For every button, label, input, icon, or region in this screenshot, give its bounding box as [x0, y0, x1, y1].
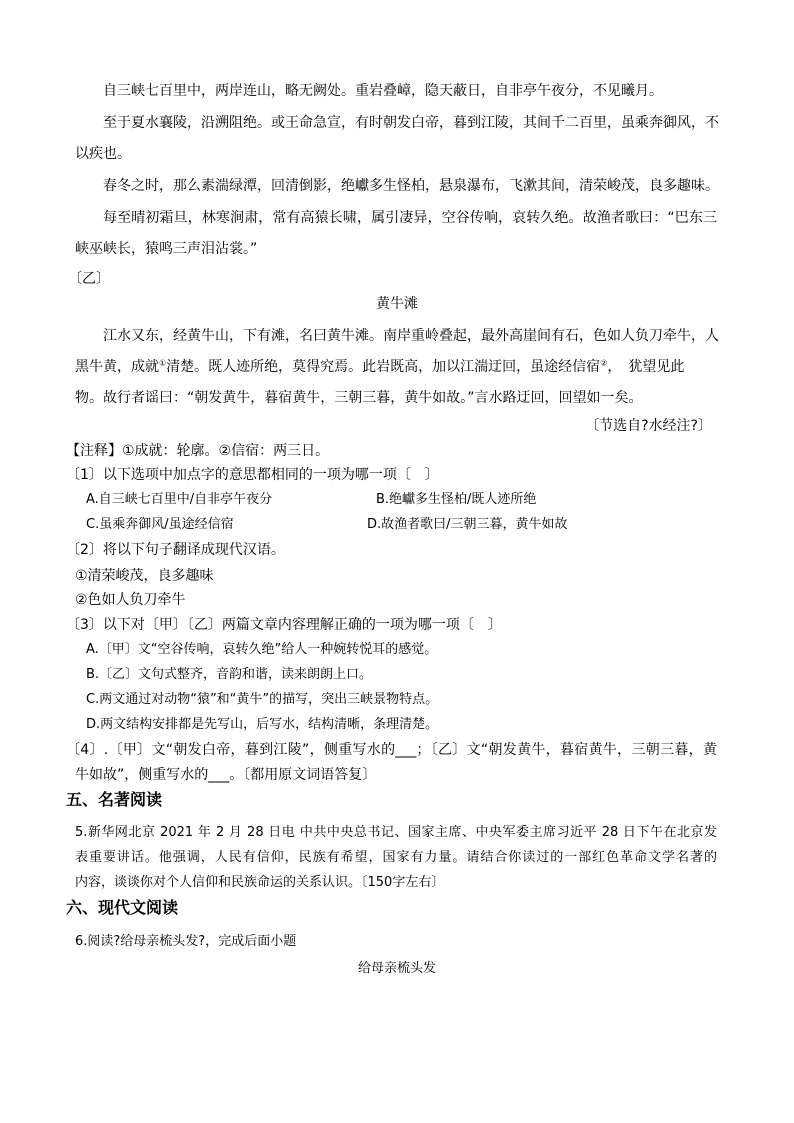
note-1-marker: ①: [159, 358, 167, 368]
question-1-option-a: A.自三峡七百里中/自非亭午夜分: [86, 492, 273, 507]
question-2: 〔2〕将以下句子翻译成现代汉语。: [66, 542, 285, 558]
yi-line-2-part-b: 清楚。既人迹所绝，莫得究焉。此岩既高，加以江湍迂回，虽途经信宿: [166, 359, 601, 375]
section-6-title: 给母亲梳头发: [357, 961, 436, 976]
yi-source: 〔节选自?水经注?〕: [585, 418, 712, 434]
jia-paragraph-4-line-1: 每至晴初霜旦，林寒涧肃，常有高猿长啸，属引凄异，空谷传响，哀转久绝。故渔者歌曰：“巴东三: [103, 210, 717, 226]
section-5-line-2: 表重要讲话。他强调，人民有信仰，民族有希望，国家有力量。请结合你读过的一部红色革命文学名著的: [75, 850, 717, 865]
question-2-item-1: ①清荣峻茂，良多趣味: [75, 568, 214, 584]
jia-paragraph-2-line-1: 至于夏水襄陵，沿溯阻绝。或王命急宣，有时朝发白帝，暮到江陵，其间千二百里，虽乘奔御风，不: [103, 115, 719, 131]
section-6-intro: 6.阅读?给母亲梳头发?，完成后面小题: [75, 934, 297, 949]
yi-line-3: 物。故行者谣曰：“朝发黄牛，暮宿黄牛，三朝三暮，黄牛如故。”言水路迂回，回望如一矣。: [75, 390, 643, 406]
question-3-option-b: B.〔乙〕文句式整齐，音韵和谐，读来朗朗上口。: [86, 667, 373, 682]
yi-line-2: [75, 357, 684, 377]
question-3: 〔3〕以下对〔甲〕〔乙〕两篇文章内容理解正确的一项为哪一项〔 〕: [66, 617, 502, 633]
jia-paragraph-2-line-2: 以疾也。: [75, 146, 131, 162]
jia-paragraph-3: 春冬之时，那么素湍绿潭，回清倒影，绝巘多生怪柏，悬泉瀑布，飞漱其间，清荣峻茂，良多趣味。: [103, 178, 719, 194]
question-4-line-1: 〔4〕.〔甲〕文“朝发白帝，暮到江陵”，侧重写水的___；〔乙〕文“朝发黄牛，暮宿黄牛，三朝三暮，黄: [66, 742, 717, 758]
section-5-line-1: 5.新华网北京 2021 年 2 月 28 日电 中共中央总书记、国家主席、中央军委主席习近平 28 日下午在北京发: [75, 825, 717, 840]
question-3-option-a: A.〔甲〕文“空谷传响，哀转久绝”给人一种婉转悦耳的感觉。: [86, 642, 438, 657]
annotation-notes: 【注释】①成就：轮廓。②信宿：两三日。: [66, 443, 330, 459]
yi-line-1: 江水又东，经黄牛山，下有滩，名曰黄牛滩。南岸重岭叠起，最外高崖间有石，色如人负刀牵牛，人: [103, 328, 719, 344]
section-5-line-3: 内容，谈谈你对个人信仰和民族命运的关系认识。〔150字左右〕: [75, 875, 445, 890]
question-1-option-d: D.故渔者歌曰/三朝三暮，黄牛如故: [367, 517, 568, 532]
section-6-heading: 六、现代文阅读: [66, 898, 179, 917]
question-4-line-2: 牛如故”，侧重写水的___。〔都用原文词语答复〕: [75, 767, 377, 783]
section-5-heading: 五、名著阅读: [66, 790, 163, 809]
yi-title: 黄牛滩: [376, 296, 418, 312]
jia-paragraph-4-line-2: 峡巫峡长，猿鸣三声泪沾裳。”: [75, 241, 258, 257]
question-2-item-2: ②色如人负刀牵牛: [75, 592, 186, 608]
question-3-option-d: D.两文结构安排都是先写山，后写水，结构清晰，条理清楚。: [86, 717, 439, 732]
question-1-option-c: C.虽乘奔御风/虽途经信宿: [86, 517, 234, 532]
yi-line-2-part-c: ， 犹望见此: [607, 359, 685, 375]
question-3-option-c: C.两文通过对动物“猿”和“黄牛”的描写，突出三峡景物特点。: [86, 692, 439, 707]
yi-line-2-part-a: 黑牛黄，成就: [75, 359, 159, 375]
question-1: 〔1〕以下选项中加点字的意思都相同的一项为哪一项〔 〕: [66, 467, 439, 483]
yi-label: 〔乙〕: [68, 271, 110, 287]
note-2-marker: ②: [600, 358, 608, 368]
question-1-option-b: B.绝巘多生怪柏/既人迹所绝: [376, 492, 537, 507]
jia-paragraph-1: 自三峡七百里中，两岸连山，略无阙处。重岩叠嶂，隐天蔽日，自非亭午夜分，不见曦月。: [103, 83, 663, 99]
